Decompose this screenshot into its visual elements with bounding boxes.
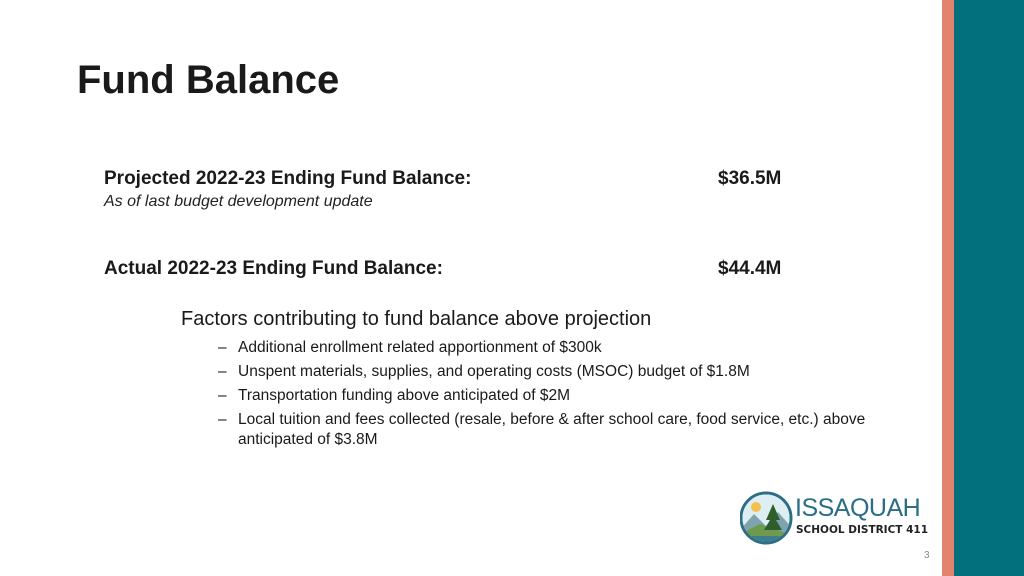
list-item — [218, 386, 898, 406]
logo-wordmark: ISSAQUAH — [795, 494, 921, 522]
factor-text: Local tuition and fees collected (resale, before & after school care, food service, etc.) above anticipated of $3.8M — [238, 411, 866, 448]
slide-title: Fund Balance — [77, 58, 340, 102]
list-item — [218, 362, 898, 382]
dash-bullet-icon: – — [218, 411, 227, 428]
factor-text: Transportation funding above anticipated of $2M — [238, 387, 571, 404]
list-item — [218, 338, 898, 358]
accent-bar-teal — [954, 0, 1024, 576]
factor-text: Additional enrollment related apportionment of $300k — [238, 339, 602, 356]
projected-note: As of last budget development update — [104, 193, 373, 210]
dash-bullet-icon: – — [218, 339, 227, 356]
dash-bullet-icon: – — [218, 363, 227, 380]
projected-label: Projected 2022-23 Ending Fund Balance: — [104, 168, 472, 189]
actual-label: Actual 2022-23 Ending Fund Balance: — [104, 258, 443, 279]
accent-bar-salmon — [942, 0, 954, 576]
dash-bullet-icon: – — [218, 387, 227, 404]
page-number: 3 — [924, 550, 930, 561]
list-item — [218, 410, 898, 450]
district-logo — [740, 488, 930, 548]
factors-heading: Factors contributing to fund balance above projection — [181, 308, 652, 330]
mountain-tree-icon — [740, 490, 794, 546]
projected-value: $36.5M — [718, 168, 782, 189]
factor-list — [218, 338, 898, 454]
factor-text: Unspent materials, supplies, and operating costs (MSOC) budget of $1.8M — [238, 363, 750, 380]
actual-value: $44.4M — [718, 258, 782, 279]
logo-subtitle: SCHOOL DISTRICT 411 — [796, 524, 929, 536]
